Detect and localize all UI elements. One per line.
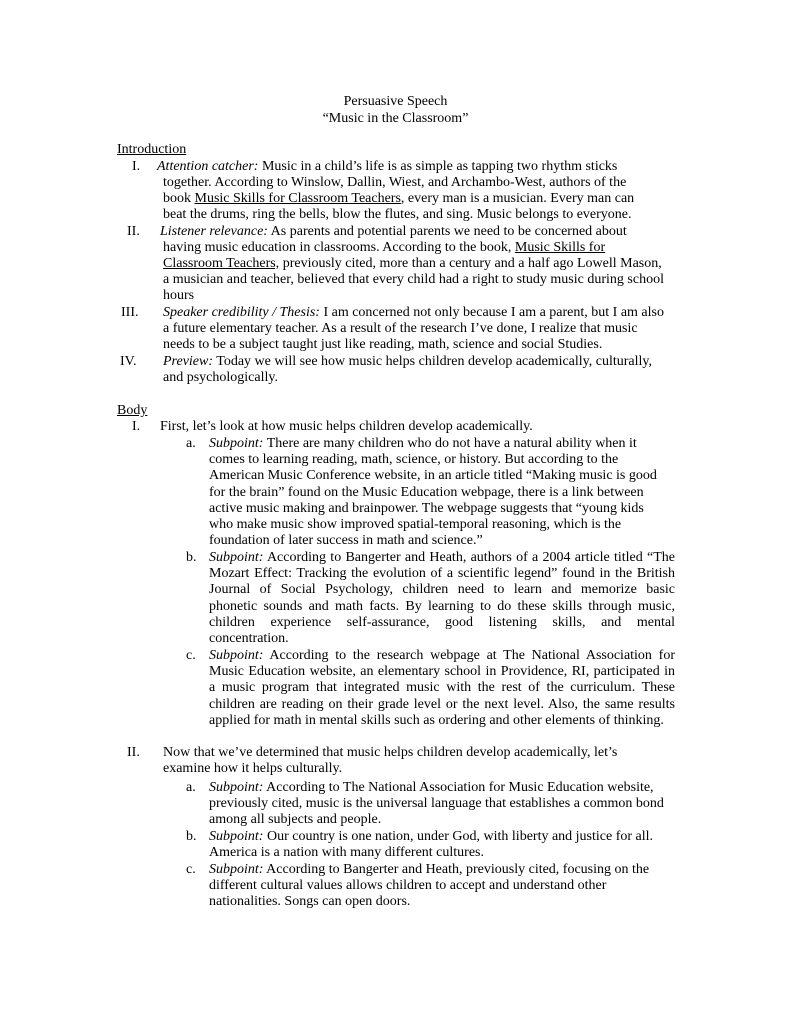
subpoint-line: [209, 566, 675, 582]
subpoint-line: [209, 631, 675, 647]
introduction-heading: Introduction: [117, 142, 187, 157]
subpoint-line: [209, 468, 675, 484]
subpoint-line: [209, 697, 675, 713]
subpoint-text: Mozart Effect: Tracking the evolution of a scientific legend” found in the British: [209, 566, 675, 582]
subpoint-line: [209, 680, 675, 696]
subpoint-text: Our country is one nation, under God, with liberty and justice for all.: [263, 829, 654, 844]
subpoint-text: According to Bangerter and Heath, previously cited, focusing on the: [263, 862, 650, 877]
subpoint-text: children are reading on their grade level or the next level. Also, the same results: [209, 696, 675, 712]
item-line: [163, 354, 652, 370]
item-line: together. According to Winslow, Dallin, Wiest, and Archambo-West, authors of the: [163, 175, 627, 190]
body-heading: Body: [117, 403, 148, 418]
subpoint-text: phonetic sounds and math facts. By learning to do these skills through music,: [209, 598, 675, 614]
subpoint-text: for the brain” found on the Music Education webpage, there is a link between: [209, 484, 644, 500]
book-title: Music Skills for: [514, 240, 606, 255]
item-text: having music education in classrooms. According to the book,: [163, 240, 515, 255]
subpoint-text: According to Bangerter and Heath, authors of a 2004 article titled “The: [263, 550, 675, 565]
subpoint-line: [209, 845, 675, 861]
item-line: needs to be a subject taught just like reading, math, science and social Studies.: [163, 337, 603, 352]
item-label: Listener relevance:: [160, 224, 268, 239]
book-title: Classroom Teachers,: [163, 256, 280, 271]
item-number: II.: [127, 745, 140, 760]
subpoint-text: different cultural values allows children to accept and understand other: [209, 878, 607, 894]
subpoint-text: According to the research webpage at The National Association for: [263, 648, 675, 663]
subpoint-letter: b.: [186, 550, 197, 565]
subpoint-line: [209, 452, 675, 468]
book-title: Music Skills for Classroom Teachers: [194, 191, 401, 206]
subpoint-label: Subpoint:: [209, 648, 264, 663]
item-number: IV.: [120, 354, 137, 369]
subpoint-text: comes to learning reading, math, science, or history. But according to the: [209, 452, 619, 468]
subpoint-text: among all subjects and people.: [209, 812, 382, 828]
item-label: Attention catcher:: [157, 159, 259, 174]
item-text: previously cited, more than a century and a half ago Lowell Mason,: [279, 256, 662, 271]
item-line: Now that we’ve determined that music helps children develop academically, let’s: [163, 745, 618, 760]
item-text: I am concerned not only because I am a parent, but I am also: [319, 305, 664, 320]
subpoint-letter: b.: [186, 829, 197, 844]
document-title-block: [0, 93, 791, 127]
item-text: Today we will see how music helps children develop academically, culturally,: [213, 354, 652, 369]
subpoint-label: Subpoint:: [209, 550, 264, 565]
subpoint-text: American Music Conference website, in an article titled “Making music is good: [209, 468, 657, 484]
subpoint-label: Subpoint:: [209, 436, 264, 451]
subpoint-letter: a.: [186, 780, 196, 795]
item-line: First, let’s look at how music helps children develop academically.: [160, 419, 533, 434]
subpoint-label: Subpoint:: [209, 862, 264, 877]
document-subtitle: “Music in the Classroom”: [322, 111, 469, 126]
item-line: a future elementary teacher. As a result of the research I’ve done, I realize that music: [163, 321, 638, 336]
subpoint-line: [209, 664, 675, 680]
item-line: [163, 256, 662, 272]
item-text: Music in a child’s life is as simple as tapping two rhythm sticks: [258, 159, 618, 174]
subpoint-text: America is a nation with many different cultures.: [209, 845, 484, 861]
item-text: book: [163, 191, 195, 206]
subpoint-line: [209, 862, 675, 878]
item-label: Speaker credibility / Thesis:: [163, 305, 320, 320]
subpoint-text: Journal of Social Psychology, children need to learn and memorize basic: [209, 582, 675, 598]
item-text: , every man is a musician. Every man can: [400, 191, 635, 206]
item-line: [163, 191, 634, 207]
item-number: I.: [132, 419, 141, 434]
subpoint-line: [209, 501, 675, 517]
subpoint-text: concentration.: [209, 631, 289, 646]
item-line: a musician and teacher, believed that every child had a right to study music during school: [163, 272, 664, 287]
subpoint-line: [209, 599, 675, 615]
item-text: As parents and potential parents we need to be concerned about: [267, 224, 627, 239]
item-line: [163, 240, 605, 256]
subpoint-line: [209, 648, 675, 664]
subpoint-line: [209, 829, 675, 845]
subpoint-line: [209, 796, 675, 812]
subpoint-text: children experience self-assurance, good listening skills, and mental: [209, 614, 675, 630]
subpoint-text: nationalities. Songs can open doors.: [209, 894, 411, 910]
item-number: III.: [121, 305, 139, 320]
document-title: Persuasive Speech: [343, 94, 448, 109]
subpoint-text: Music Education website, an elementary school in Providence, RI, participated in: [209, 664, 675, 680]
subpoint-text: a music program that integrated music with the rest of the curriculum. These: [209, 680, 675, 696]
subpoint-text: active music making and brainpower. The webpage suggests that “young kids: [209, 500, 644, 516]
subpoint-line: [209, 812, 675, 828]
subpoint-line: [209, 436, 675, 452]
subpoint-line: [209, 713, 675, 729]
subpoint-label: Subpoint:: [209, 829, 264, 844]
subpoint-letter: c.: [186, 862, 196, 877]
subpoint-line: [209, 517, 675, 533]
item-line: examine how it helps culturally.: [163, 761, 343, 776]
subpoint-line: [209, 615, 675, 631]
item-label: Preview:: [163, 354, 214, 369]
subpoint-line: [209, 582, 675, 598]
subpoint-label: Subpoint:: [209, 780, 264, 795]
subpoint-text: previously cited, music is the universal language that establishes a common bond: [209, 796, 664, 812]
subpoint-line: [209, 878, 675, 894]
subpoint-text: There are many children who do not have a natural ability when it: [263, 436, 637, 451]
subpoint-line: [209, 485, 675, 501]
subpoint-text: applied for math in mental skills such as ordering and other elements of thinking.: [209, 712, 664, 728]
subpoint-text: According to The National Association for Music Education website,: [263, 780, 654, 795]
subpoint-letter: c.: [186, 648, 196, 663]
subpoint-line: [209, 533, 675, 549]
item-line: hours: [163, 288, 195, 303]
subpoint-letter: a.: [186, 436, 196, 451]
item-number: II.: [127, 224, 140, 239]
item-line: [157, 159, 617, 175]
subpoint-text: foundation of later success in math and science.”: [209, 533, 483, 549]
subpoint-line: [209, 780, 675, 796]
subpoint-line: [209, 894, 675, 910]
item-line: beat the drums, ring the bells, blow the flutes, and sing. Music belongs to everyone.: [163, 207, 632, 222]
subpoint-text: who make music show improved spatial-temporal reasoning, which is the: [209, 517, 622, 532]
item-number: I.: [132, 159, 141, 174]
subpoint-line: [209, 550, 675, 566]
item-line: [163, 305, 664, 321]
item-line: [160, 224, 627, 240]
item-line: and psychologically.: [163, 370, 278, 385]
